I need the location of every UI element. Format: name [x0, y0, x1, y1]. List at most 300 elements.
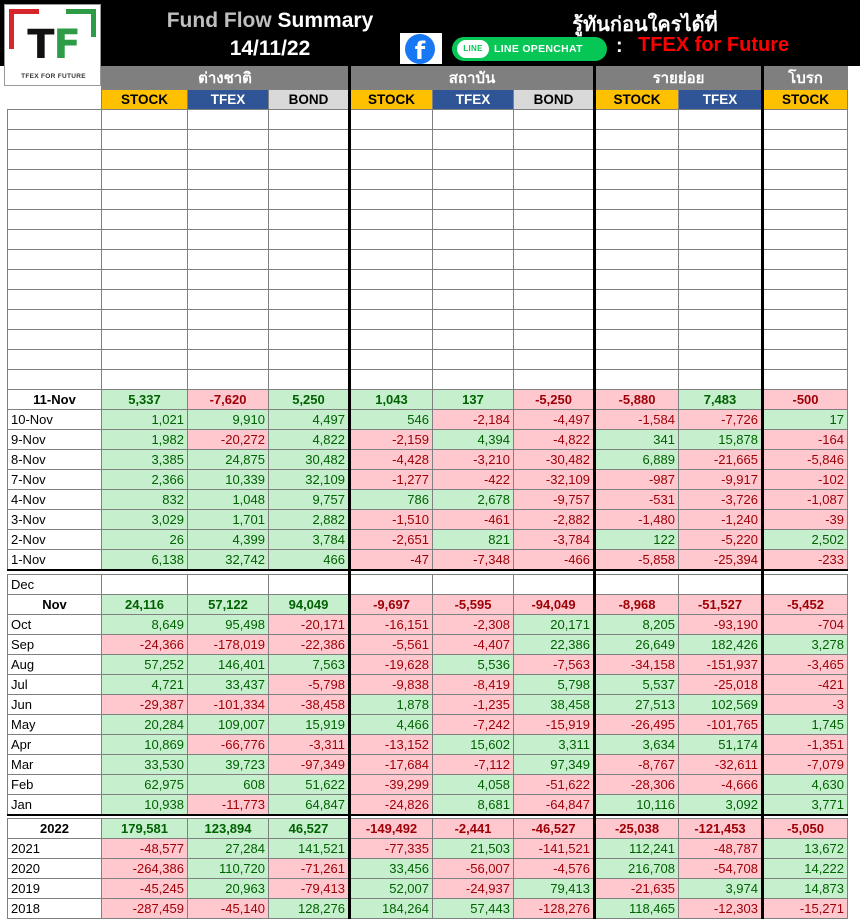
value-cell: 10,938	[102, 794, 188, 815]
value-cell: -5,050	[763, 819, 848, 839]
value-cell: 20,171	[514, 614, 595, 634]
value-cell: -3,311	[269, 734, 350, 754]
sub-header-stock: STOCK	[763, 90, 848, 110]
row-label: 2-Nov	[8, 530, 102, 550]
sub-header-stock: STOCK	[595, 90, 679, 110]
table-row	[8, 879, 848, 899]
value-cell: 51,622	[269, 774, 350, 794]
empty-row	[8, 250, 848, 270]
value-cell: 1,701	[188, 510, 269, 530]
value-cell: 2,678	[433, 490, 514, 510]
value-cell: -7,242	[433, 714, 514, 734]
value-cell: 46,527	[269, 819, 350, 839]
row-label: Jul	[8, 674, 102, 694]
value-cell: -1,584	[595, 410, 679, 430]
table-row	[8, 430, 848, 450]
value-cell: -39,299	[350, 774, 433, 794]
value-cell: -704	[763, 614, 848, 634]
value-cell: -5,452	[763, 594, 848, 614]
value-cell: -32,611	[679, 754, 763, 774]
value-cell	[595, 574, 679, 594]
group-header: สถาบัน	[350, 67, 595, 90]
row-label: Oct	[8, 614, 102, 634]
value-cell: 51,174	[679, 734, 763, 754]
value-cell: -13,152	[350, 734, 433, 754]
value-cell: 62,975	[102, 774, 188, 794]
value-cell: -1,240	[679, 510, 763, 530]
value-cell: 123,894	[188, 819, 269, 839]
value-cell: 24,875	[188, 450, 269, 470]
value-cell: -2,651	[350, 530, 433, 550]
table-row	[8, 550, 848, 571]
table-row	[8, 754, 848, 774]
value-cell: -29,387	[102, 694, 188, 714]
value-cell: 3,029	[102, 510, 188, 530]
group-header-row	[8, 67, 848, 90]
value-cell: -26,495	[595, 714, 679, 734]
value-cell: 1,048	[188, 490, 269, 510]
value-cell: 5,537	[595, 674, 679, 694]
value-cell: -32,109	[514, 470, 595, 490]
value-cell: -9,697	[350, 594, 433, 614]
table-row	[8, 714, 848, 734]
row-label: 8-Nov	[8, 450, 102, 470]
value-cell: -164	[763, 430, 848, 450]
value-cell: 8,205	[595, 614, 679, 634]
value-cell: -25,018	[679, 674, 763, 694]
value-cell: 94,049	[269, 594, 350, 614]
empty-row	[8, 330, 848, 350]
value-cell: -151,937	[679, 654, 763, 674]
value-cell: -4,407	[433, 634, 514, 654]
value-cell: -4,822	[514, 430, 595, 450]
value-cell: 1,982	[102, 430, 188, 450]
empty-row	[8, 290, 848, 310]
value-cell: -4,576	[514, 859, 595, 879]
table-row	[8, 390, 848, 410]
value-cell: 14,873	[763, 879, 848, 899]
value-cell: -66,776	[188, 734, 269, 754]
table-row	[8, 530, 848, 550]
value-cell: -16,151	[350, 614, 433, 634]
value-cell: 3,784	[269, 530, 350, 550]
value-cell	[188, 574, 269, 594]
value-cell: 26,649	[595, 634, 679, 654]
thai-tagline: รู้ทันก่อนใครได้ที่	[572, 14, 718, 36]
table-row	[8, 774, 848, 794]
value-cell: 15,878	[679, 430, 763, 450]
value-cell: -20,272	[188, 430, 269, 450]
value-cell: -97,349	[269, 754, 350, 774]
value-cell: -7,563	[514, 654, 595, 674]
value-cell: -24,366	[102, 634, 188, 654]
value-cell: -5,798	[269, 674, 350, 694]
empty-row	[8, 210, 848, 230]
line-openchat-button[interactable]: LINE LINE OPENCHAT	[452, 37, 607, 61]
line-logo-icon: LINE	[457, 40, 489, 58]
value-cell: -500	[763, 390, 848, 410]
value-cell: -24,826	[350, 794, 433, 815]
value-cell: -1,510	[350, 510, 433, 530]
value-cell: -101,334	[188, 694, 269, 714]
value-cell: 4,399	[188, 530, 269, 550]
value-cell: -45,140	[188, 899, 269, 919]
value-cell: 4,058	[433, 774, 514, 794]
value-cell: -25,038	[595, 819, 679, 839]
value-cell: -4,497	[514, 410, 595, 430]
value-cell: 5,536	[433, 654, 514, 674]
value-cell: -17,684	[350, 754, 433, 774]
row-label: 4-Nov	[8, 490, 102, 510]
value-cell: -2,159	[350, 430, 433, 450]
empty-row	[8, 370, 848, 390]
table-row	[8, 614, 848, 634]
sub-header-stock: STOCK	[350, 90, 433, 110]
value-cell: -101,765	[679, 714, 763, 734]
value-cell: -233	[763, 550, 848, 571]
value-cell: 10,116	[595, 794, 679, 815]
value-cell: -2,441	[433, 819, 514, 839]
value-cell: 15,919	[269, 714, 350, 734]
empty-row	[8, 310, 848, 330]
value-cell: -7,348	[433, 550, 514, 571]
value-cell: 9,757	[269, 490, 350, 510]
colon-separator: :	[616, 35, 623, 57]
row-label: Mar	[8, 754, 102, 774]
value-cell: -39	[763, 510, 848, 530]
row-label: 2022	[8, 819, 102, 839]
value-cell	[269, 574, 350, 594]
value-cell: -7,620	[188, 390, 269, 410]
table-row	[8, 490, 848, 510]
value-cell: 4,822	[269, 430, 350, 450]
value-cell: 3,771	[763, 794, 848, 815]
value-cell: -5,858	[595, 550, 679, 571]
value-cell: 4,466	[350, 714, 433, 734]
value-cell: -21,635	[595, 879, 679, 899]
sub-header-bond: BOND	[514, 90, 595, 110]
value-cell: 184,264	[350, 899, 433, 919]
row-label: Dec	[8, 574, 102, 594]
value-cell: -287,459	[102, 899, 188, 919]
value-cell: -5,561	[350, 634, 433, 654]
value-cell: -9,838	[350, 674, 433, 694]
row-label: May	[8, 714, 102, 734]
value-cell: 32,109	[269, 470, 350, 490]
value-cell: 2,366	[102, 470, 188, 490]
value-cell: 137	[433, 390, 514, 410]
value-cell: -264,386	[102, 859, 188, 879]
tf-logo: TF TFEX FOR FUTURE	[4, 4, 101, 86]
value-cell: 786	[350, 490, 433, 510]
value-cell: 24,116	[102, 594, 188, 614]
value-cell: 20,963	[188, 879, 269, 899]
value-cell	[433, 574, 514, 594]
group-header: โบรก	[763, 67, 848, 90]
row-label: Apr	[8, 734, 102, 754]
value-cell: -11,773	[188, 794, 269, 815]
table-row	[8, 674, 848, 694]
value-cell: 8,649	[102, 614, 188, 634]
value-cell: -3,465	[763, 654, 848, 674]
value-cell	[102, 574, 188, 594]
value-cell: 3,092	[679, 794, 763, 815]
value-cell: 57,252	[102, 654, 188, 674]
value-cell	[763, 574, 848, 594]
table-row	[8, 819, 848, 839]
value-cell: -94,049	[514, 594, 595, 614]
row-label: 11-Nov	[8, 390, 102, 410]
value-cell: 128,276	[269, 899, 350, 919]
value-cell: -3,726	[679, 490, 763, 510]
value-cell: 466	[269, 550, 350, 571]
table-row	[8, 734, 848, 754]
value-cell: -28,306	[595, 774, 679, 794]
value-cell: -2,308	[433, 614, 514, 634]
value-cell	[679, 574, 763, 594]
table-row	[8, 794, 848, 815]
value-cell: -178,019	[188, 634, 269, 654]
value-cell: -34,158	[595, 654, 679, 674]
value-cell: 95,498	[188, 614, 269, 634]
report-date: 14/11/22	[229, 37, 311, 60]
row-label: 10-Nov	[8, 410, 102, 430]
value-cell: 27,513	[595, 694, 679, 714]
value-cell: -64,847	[514, 794, 595, 815]
row-label: 1-Nov	[8, 550, 102, 571]
value-cell: 57,443	[433, 899, 514, 919]
value-cell: -24,937	[433, 879, 514, 899]
value-cell: -4,666	[679, 774, 763, 794]
value-cell: -2,882	[514, 510, 595, 530]
value-cell: -56,007	[433, 859, 514, 879]
value-cell: -51,527	[679, 594, 763, 614]
value-cell: 5,337	[102, 390, 188, 410]
value-cell: -30,482	[514, 450, 595, 470]
facebook-icon[interactable]: f	[400, 33, 442, 64]
sub-header-tfex: TFEX	[433, 90, 514, 110]
value-cell: 97,349	[514, 754, 595, 774]
value-cell: -1,235	[433, 694, 514, 714]
row-label: Feb	[8, 774, 102, 794]
value-cell: -3,210	[433, 450, 514, 470]
value-cell: -5,880	[595, 390, 679, 410]
value-cell: 33,456	[350, 859, 433, 879]
value-cell: 52,007	[350, 879, 433, 899]
table-row	[8, 694, 848, 714]
row-label: Jan	[8, 794, 102, 815]
value-cell: -93,190	[679, 614, 763, 634]
table-row	[8, 510, 848, 530]
value-cell: -5,595	[433, 594, 514, 614]
value-cell: -48,577	[102, 839, 188, 859]
value-cell: 1,745	[763, 714, 848, 734]
sub-header-tfex: TFEX	[188, 90, 269, 110]
value-cell: 2,502	[763, 530, 848, 550]
value-cell: -4,428	[350, 450, 433, 470]
value-cell: 38,458	[514, 694, 595, 714]
group-header: ต่างชาติ	[102, 67, 350, 90]
value-cell: 146,401	[188, 654, 269, 674]
value-cell: -987	[595, 470, 679, 490]
value-cell: 546	[350, 410, 433, 430]
value-cell: -1,351	[763, 734, 848, 754]
row-label: Nov	[8, 594, 102, 614]
value-cell: -15,271	[763, 899, 848, 919]
value-cell: -8,419	[433, 674, 514, 694]
value-cell: 118,465	[595, 899, 679, 919]
value-cell: -48,787	[679, 839, 763, 859]
value-cell: 10,869	[102, 734, 188, 754]
value-cell: -21,665	[679, 450, 763, 470]
empty-row	[8, 190, 848, 210]
value-cell: 6,138	[102, 550, 188, 571]
value-cell: -461	[433, 510, 514, 530]
row-label: 2020	[8, 859, 102, 879]
empty-row	[8, 270, 848, 290]
value-cell: -3,784	[514, 530, 595, 550]
value-cell: -149,492	[350, 819, 433, 839]
value-cell: 4,394	[433, 430, 514, 450]
value-cell: 608	[188, 774, 269, 794]
value-cell: -1,087	[763, 490, 848, 510]
group-header: รายย่อย	[595, 67, 763, 90]
empty-row	[8, 350, 848, 370]
header-bar	[0, 0, 860, 66]
row-label: Jun	[8, 694, 102, 714]
row-label: 7-Nov	[8, 470, 102, 490]
empty-row	[8, 130, 848, 150]
value-cell: 26	[102, 530, 188, 550]
value-cell: 7,483	[679, 390, 763, 410]
value-cell: -128,276	[514, 899, 595, 919]
value-cell: -531	[595, 490, 679, 510]
value-cell: -71,261	[269, 859, 350, 879]
value-cell: 14,222	[763, 859, 848, 879]
value-cell: -141,521	[514, 839, 595, 859]
row-label: 2021	[8, 839, 102, 859]
value-cell: 3,311	[514, 734, 595, 754]
value-cell: 110,720	[188, 859, 269, 879]
value-cell: -5,846	[763, 450, 848, 470]
value-cell: 10,339	[188, 470, 269, 490]
value-cell: -15,919	[514, 714, 595, 734]
value-cell: -421	[763, 674, 848, 694]
value-cell: 832	[102, 490, 188, 510]
table-row	[8, 859, 848, 879]
value-cell: 17	[763, 410, 848, 430]
value-cell: 30,482	[269, 450, 350, 470]
value-cell: 20,284	[102, 714, 188, 734]
value-cell: 341	[595, 430, 679, 450]
row-label: 2018	[8, 899, 102, 919]
value-cell: 179,581	[102, 819, 188, 839]
value-cell: 3,385	[102, 450, 188, 470]
value-cell: 64,847	[269, 794, 350, 815]
value-cell: 3,974	[679, 879, 763, 899]
value-cell: -45,245	[102, 879, 188, 899]
value-cell	[350, 574, 433, 594]
value-cell: 109,007	[188, 714, 269, 734]
row-label: 3-Nov	[8, 510, 102, 530]
value-cell: 112,241	[595, 839, 679, 859]
value-cell: -102	[763, 470, 848, 490]
value-cell: 141,521	[269, 839, 350, 859]
value-cell: 39,723	[188, 754, 269, 774]
value-cell: 3,634	[595, 734, 679, 754]
value-cell: -8,968	[595, 594, 679, 614]
value-cell	[514, 574, 595, 594]
table-row	[8, 839, 848, 859]
table-row	[8, 654, 848, 674]
value-cell: -1,480	[595, 510, 679, 530]
value-cell: -7,726	[679, 410, 763, 430]
value-cell: 5,250	[269, 390, 350, 410]
value-cell: 3,278	[763, 634, 848, 654]
value-cell: -54,708	[679, 859, 763, 879]
table-row	[8, 634, 848, 654]
value-cell: -51,622	[514, 774, 595, 794]
value-cell: -47	[350, 550, 433, 571]
value-cell: 32,742	[188, 550, 269, 571]
empty-row	[8, 150, 848, 170]
row-label: Aug	[8, 654, 102, 674]
value-cell: -121,453	[679, 819, 763, 839]
value-cell: 216,708	[595, 859, 679, 879]
value-cell: 4,630	[763, 774, 848, 794]
table-row	[8, 450, 848, 470]
value-cell: 57,122	[188, 594, 269, 614]
value-cell: 15,602	[433, 734, 514, 754]
value-cell: -5,250	[514, 390, 595, 410]
value-cell: -25,394	[679, 550, 763, 571]
value-cell: -77,335	[350, 839, 433, 859]
row-label: 2019	[8, 879, 102, 899]
value-cell: 27,284	[188, 839, 269, 859]
table-row	[8, 470, 848, 490]
table-row	[8, 574, 848, 594]
value-cell: 33,530	[102, 754, 188, 774]
empty-row	[8, 110, 848, 130]
value-cell: 13,672	[763, 839, 848, 859]
value-cell: -5,220	[679, 530, 763, 550]
value-cell: 4,721	[102, 674, 188, 694]
value-cell: -19,628	[350, 654, 433, 674]
value-cell: -9,757	[514, 490, 595, 510]
value-cell: -422	[433, 470, 514, 490]
empty-row	[8, 170, 848, 190]
table-row	[8, 410, 848, 430]
table-row	[8, 594, 848, 614]
value-cell: 122	[595, 530, 679, 550]
value-cell: -7,079	[763, 754, 848, 774]
value-cell: 79,413	[514, 879, 595, 899]
value-cell: -3	[763, 694, 848, 714]
value-cell: 5,798	[514, 674, 595, 694]
value-cell: -22,386	[269, 634, 350, 654]
value-cell: -20,171	[269, 614, 350, 634]
brand-name: TFEX for Future	[638, 34, 790, 56]
value-cell: 2,882	[269, 510, 350, 530]
row-label: Sep	[8, 634, 102, 654]
value-cell: 6,889	[595, 450, 679, 470]
value-cell: -2,184	[433, 410, 514, 430]
value-cell: 22,386	[514, 634, 595, 654]
value-cell: 102,569	[679, 694, 763, 714]
sub-header-tfex: TFEX	[679, 90, 763, 110]
value-cell: -38,458	[269, 694, 350, 714]
value-cell: -12,303	[679, 899, 763, 919]
